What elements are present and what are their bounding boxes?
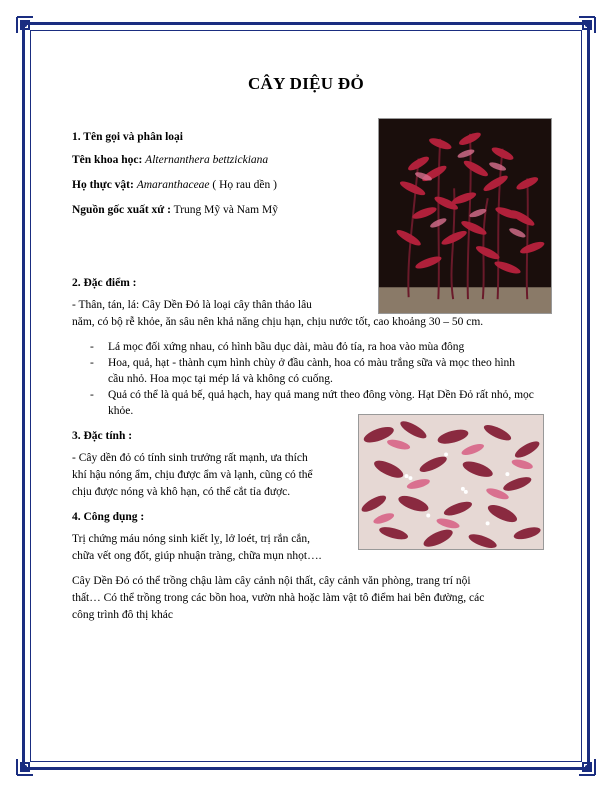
list-item-text: Quả có thể là quả bế, quả hạch, hay quả mang nứt theo đông vòng. Hạt Dền Đỏ rất nhỏ, mọc khỏe. [108, 389, 534, 417]
family-note: ( Họ rau dền ) [209, 179, 277, 191]
origin-label: Nguồn gốc xuất xứ : [72, 204, 171, 216]
family-line [72, 177, 277, 193]
uses-line1: Trị chứng máu nóng sinh kiết lỵ, lở loét, trị rắn cắn, [72, 533, 311, 545]
origin-value: Trung Mỹ và Nam Mỹ [170, 204, 278, 216]
section-heading-uses: 4. Công dụng : [72, 511, 145, 523]
corner-ornament-icon [567, 747, 597, 777]
corner-ornament-icon [567, 15, 597, 45]
properties-line1: - Cây dền đỏ có tính sinh trưởng rất mạnh, ưa thích [72, 452, 308, 464]
scientific-name-line [72, 152, 268, 168]
bullet-dash: - [90, 357, 94, 369]
family-value: Amaranthaceae [136, 179, 210, 191]
corner-ornament-icon [15, 747, 45, 777]
list-item-text: Lá mọc đối xứng nhau, có hình bầu dục dài, màu đỏ tía, ra hoa vào mùa đông [108, 341, 465, 353]
characteristics-intro-line1: - Thân, tán, lá: Cây Dền Đỏ là loại cây thân thảo lâu [72, 299, 312, 311]
characteristics-intro-line2: năm, có bộ rễ khỏe, ăn sâu nên khả năng chịu hạn, chịu nước tốt, cao khoảng 30 – 50 cm. [72, 316, 484, 328]
bullet-dash: - [90, 341, 94, 353]
list-item-text: Hoa, quả, hạt - thành cụm hình chùy ở đầu cành, hoa có màu trắng sữa và mọc theo hình cầu nhỏ. Hoa mọc tại mép lá và không có cuống. [108, 357, 516, 385]
list-item [90, 339, 530, 355]
uses-para2-line2: thất… Có thể trồng trong các bồn hoa, vườn nhà hoặc làm vật tô điểm hai bên đường, các [72, 592, 485, 604]
uses-para2-line1: Cây Dền Đỏ có thể trồng chậu làm cây cảnh nội thất, cây cảnh văn phòng, trang trí nội [72, 575, 471, 587]
corner-ornament-icon [15, 15, 45, 45]
plant-photo-spreading [358, 414, 544, 550]
family-label: Họ thực vật: [72, 179, 134, 191]
properties-line2: khí hậu nóng ẩm, chịu được ẩm và lạnh, cũng có thể [72, 469, 313, 481]
properties-line3: chịu được nóng và khô hạn, có thể cắt tỉa được. [72, 486, 291, 498]
page-title: CÂY DIỆU ĐỎ [247, 74, 364, 93]
section-heading-properties: 3. Đặc tính : [72, 430, 133, 442]
plant-photo-upright [378, 118, 552, 314]
section-heading-classification: 1. Tên gọi và phân loại [72, 131, 183, 143]
uses-line2: chữa vết ong đốt, giúp nhuận tràng, chữa mụn nhọt…. [72, 550, 322, 562]
scientific-name-value: Alternanthera bettzickiana [145, 154, 269, 166]
uses-para2-line3: công trình đô thị khác [72, 609, 173, 621]
origin-line [72, 202, 278, 218]
section-heading-characteristics: 2. Đặc điểm : [72, 277, 137, 289]
bullet-dash: - [90, 389, 94, 401]
scientific-name-label: Tên khoa học: [72, 154, 143, 166]
list-item [90, 355, 530, 387]
